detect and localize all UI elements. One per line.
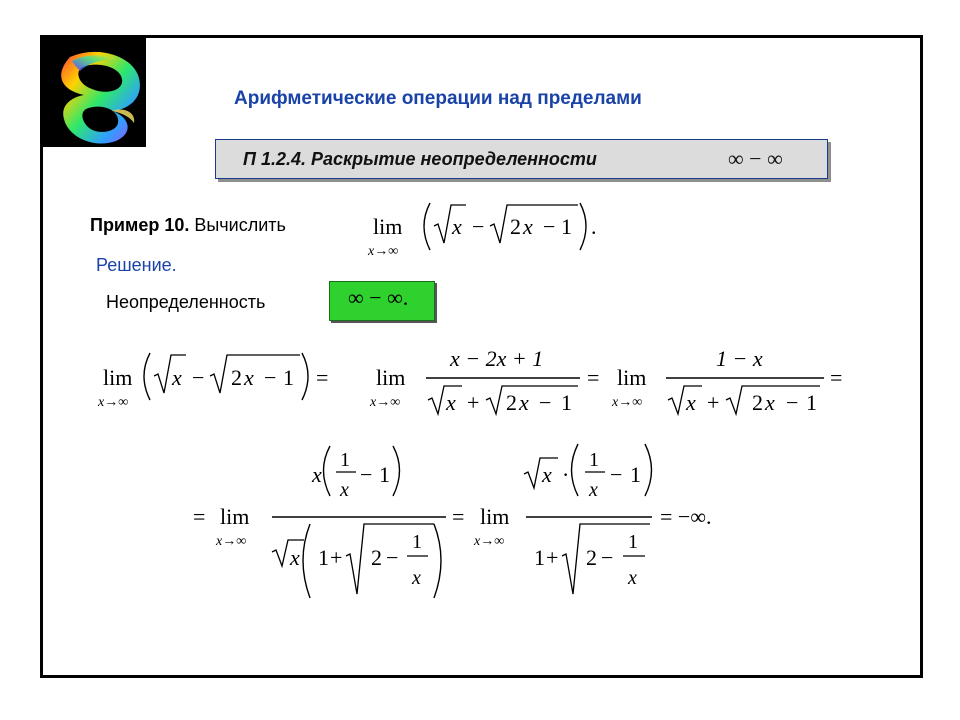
svg-text:=: = [830, 365, 843, 390]
svg-text:.: . [591, 214, 597, 239]
svg-text:x→∞: x→∞ [368, 244, 399, 259]
svg-text:·: · [562, 462, 570, 487]
row2-fraction-1 [193, 446, 446, 598]
svg-text:1: 1 [340, 449, 350, 471]
svg-text:=: = [452, 504, 465, 529]
svg-text:2: 2 [231, 365, 242, 390]
svg-text:1: 1 [318, 545, 329, 570]
indeterminacy-value: ∞ − ∞. [348, 285, 409, 310]
svg-text:x: x [446, 390, 456, 415]
svg-text:−: − [786, 390, 799, 415]
svg-text:x: x [542, 462, 552, 487]
svg-text:x: x [765, 390, 775, 415]
solution-label: Решение. [96, 255, 177, 275]
svg-text:1: 1 [630, 462, 641, 487]
svg-text:x: x [519, 390, 529, 415]
svg-text:x − 2x + 1: x − 2x + 1 [450, 346, 544, 371]
svg-text:−: − [264, 365, 277, 390]
svg-text:2: 2 [510, 214, 521, 239]
svg-text:−: − [386, 545, 399, 570]
svg-text:2: 2 [371, 545, 382, 570]
svg-text:−: − [610, 462, 623, 487]
svg-text:−: − [539, 390, 552, 415]
svg-text:lim: lim [103, 365, 133, 390]
svg-text:2: 2 [752, 390, 763, 415]
svg-text:x→∞: x→∞ [612, 395, 643, 410]
svg-text:1: 1 [379, 462, 390, 487]
svg-text:=: = [193, 504, 206, 529]
svg-text:x→∞: x→∞ [370, 395, 401, 410]
svg-text:−: − [472, 214, 485, 239]
svg-text:x: x [412, 567, 421, 589]
row2-fraction-2 [452, 444, 712, 594]
svg-text:2: 2 [506, 390, 517, 415]
svg-text:+: + [330, 545, 343, 570]
svg-text:x: x [290, 545, 300, 570]
svg-text:x→∞: x→∞ [474, 534, 505, 549]
svg-text:lim: lim [480, 504, 510, 529]
svg-text:+: + [707, 390, 720, 415]
svg-text:=: = [316, 365, 329, 390]
svg-text:1: 1 [589, 449, 599, 471]
svg-text:x: x [628, 567, 637, 589]
svg-text:lim: lim [617, 365, 647, 390]
row1-lhs [97, 353, 328, 410]
svg-text:+: + [467, 390, 480, 415]
svg-text:2: 2 [586, 545, 597, 570]
problem-formula [367, 203, 597, 259]
svg-text:1: 1 [412, 531, 422, 553]
svg-text:1 − x: 1 − x [716, 346, 763, 371]
svg-text:x: x [312, 462, 322, 487]
svg-text:lim: lim [373, 214, 403, 239]
svg-text:−: − [192, 365, 205, 390]
section-title: П 1.2.4. Раскрытие неопределенности [243, 149, 597, 169]
svg-text:x: x [244, 365, 254, 390]
svg-text:x: x [523, 214, 533, 239]
svg-text:1: 1 [561, 214, 572, 239]
section-symbol: ∞ − ∞ [728, 146, 783, 171]
svg-text:1: 1 [534, 545, 545, 570]
svg-text:x: x [340, 479, 349, 501]
svg-text:= −∞.: = −∞. [660, 504, 712, 529]
svg-text:1: 1 [806, 390, 817, 415]
svg-text:x→∞: x→∞ [98, 395, 129, 410]
svg-text:lim: lim [220, 504, 250, 529]
svg-text:x: x [172, 365, 182, 390]
svg-text:−: − [360, 462, 373, 487]
example-number: Пример 10. [90, 215, 190, 235]
indeterminacy-label: Неопределенность [106, 292, 266, 312]
example-text: Вычислить [189, 215, 286, 235]
svg-text:1: 1 [628, 531, 638, 553]
svg-text:x→∞: x→∞ [216, 534, 247, 549]
svg-text:+: + [546, 545, 559, 570]
svg-text:−: − [543, 214, 556, 239]
svg-text:=: = [587, 365, 600, 390]
page-title: Арифметические операции над пределами [234, 88, 642, 109]
svg-text:−: − [601, 545, 614, 570]
svg-text:x: x [452, 214, 462, 239]
svg-text:1: 1 [283, 365, 294, 390]
row1-fraction-2 [611, 346, 842, 415]
svg-text:x: x [589, 479, 598, 501]
svg-text:lim: lim [376, 365, 406, 390]
row1-fraction-1 [369, 346, 599, 415]
svg-text:1: 1 [561, 390, 572, 415]
svg-text:x: x [686, 390, 696, 415]
